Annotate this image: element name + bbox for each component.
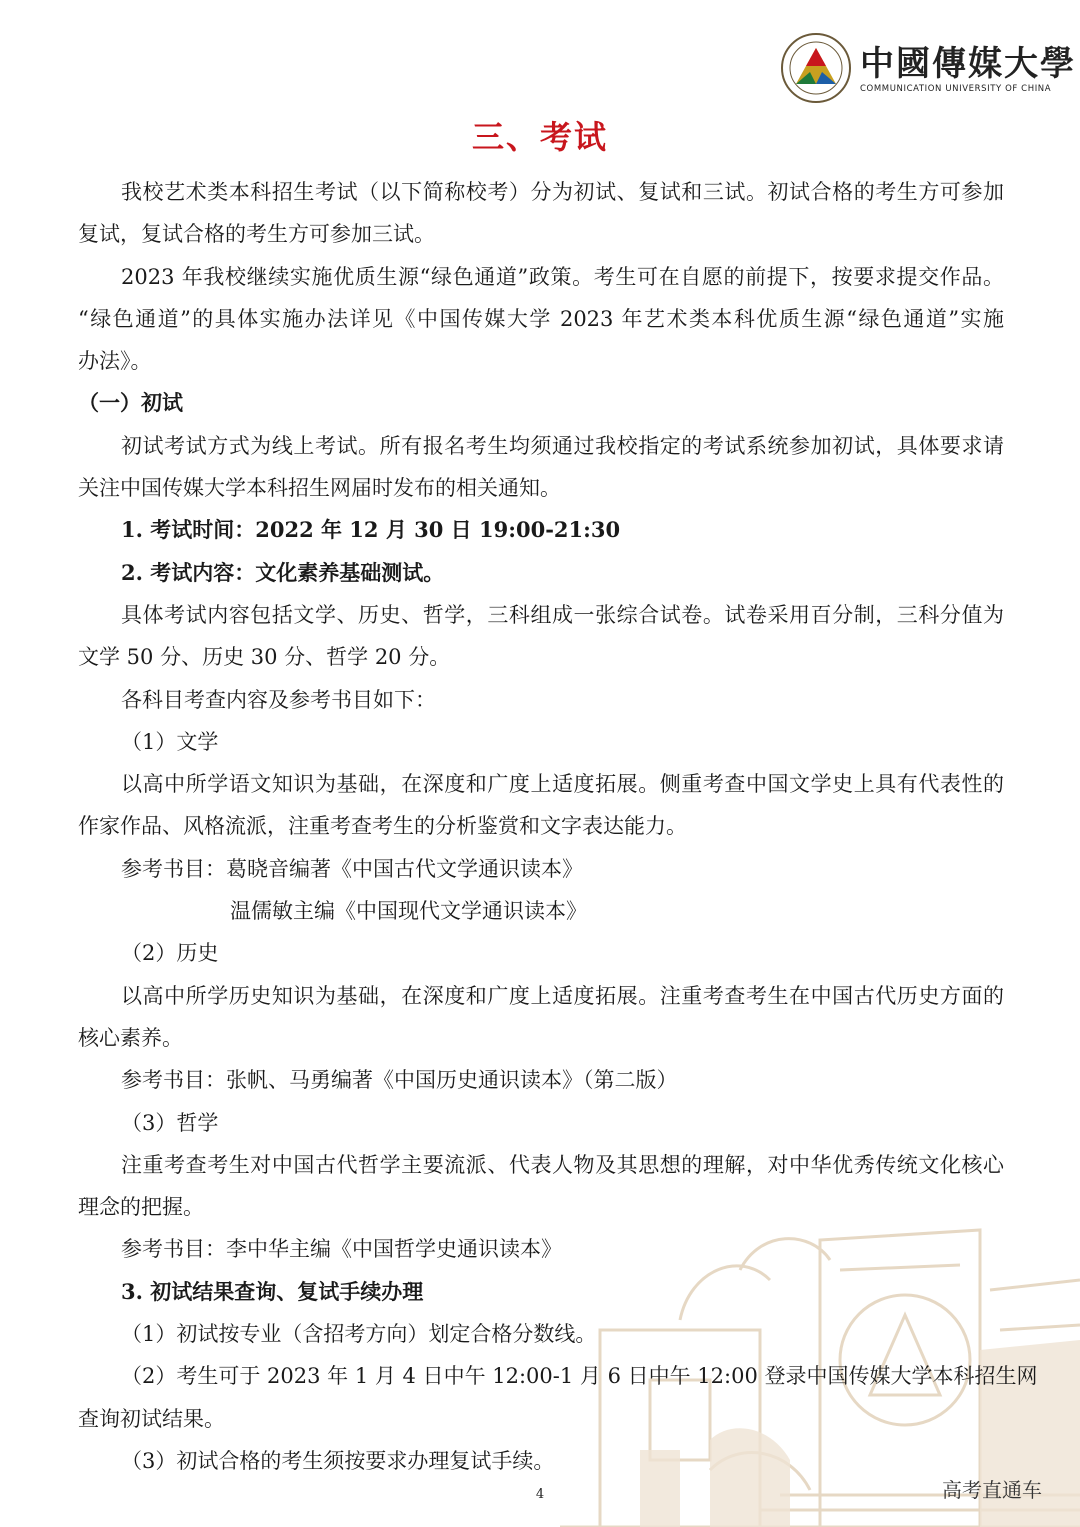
paragraph-line: 以高中所学历史知识为基础，在深度和广度上适度拓展。注重考查考生在中国古代历史方面的: [121, 983, 1004, 1008]
paragraph-line: 办法》。: [78, 349, 152, 374]
paragraph-line: （1）初试按专业（含招考方向）划定合格分数线。: [121, 1322, 597, 1347]
paragraph-line: “绿色通道”的具体实施办法详见《中国传媒大学 2023 年艺术类本科优质生源“绿色通道”实施: [78, 306, 1004, 331]
item-heading: 2. 考试内容：文化素养基础测试。: [121, 559, 445, 585]
paragraph-line: 2023 年我校继续实施优质生源“绿色通道”政策。考生可在自愿的前提下，按要求提交作品。: [121, 264, 1004, 289]
reference-line: 参考书目：张帆、马勇编著《中国历史通识读本》（第二版）: [121, 1068, 678, 1093]
paragraph-line: 理念的把握。: [78, 1195, 204, 1220]
paragraph-line: （2）考生可于 2023 年 1 月 4 日中午 12:00-1 月 6 日中午 12:00 登录中国传媒大学本科招生网: [121, 1364, 1038, 1389]
paragraph-line: 关注中国传媒大学本科招生网届时发布的相关通知。: [78, 476, 561, 501]
paragraph-line: 核心素养。: [78, 1025, 183, 1050]
subject-heading: （2）历史: [121, 941, 219, 966]
paragraph-line: 查询初试结果。: [78, 1406, 225, 1431]
logo-english-name: COMMUNICATION UNIVERSITY OF CHINA: [860, 84, 1052, 94]
paragraph-line: 初试考试方式为线上考试。所有报名考生均须通过我校指定的考试系统参加初试，具体要求请: [121, 433, 1004, 458]
logo-chinese-name: 中國傳媒大學: [860, 44, 1076, 84]
reference-line: 温儒敏主编《中国现代文学通识读本》: [230, 899, 587, 924]
item-heading: 3. 初试结果查询、复试手续办理: [121, 1278, 424, 1304]
reference-line: 参考书目：李中华主编《中国哲学史通识读本》: [121, 1237, 562, 1262]
university-logo: [780, 32, 1076, 104]
page-number: 4: [535, 1487, 545, 1502]
university-emblem-icon: [780, 32, 852, 104]
subject-heading: （3）哲学: [121, 1110, 219, 1135]
subject-heading: （1）文学: [121, 729, 219, 754]
paragraph-line: 注重考查考生对中国古代哲学主要流派、代表人物及其思想的理解，对中华优秀传统文化核心: [121, 1152, 1004, 1177]
paragraph-line: （3）初试合格的考生须按要求办理复试手续。: [121, 1448, 555, 1473]
paragraph-line: 以高中所学语文知识为基础，在深度和广度上适度拓展。侧重考查中国文学史上具有代表性的: [121, 772, 1004, 797]
reference-line: 参考书目：葛晓音编著《中国古代文学通识读本》: [121, 856, 583, 881]
source-watermark: 高考直通车: [942, 1478, 1042, 1502]
paragraph-line: 我校艺术类本科招生考试（以下简称校考）分为初试、复试和三试。初试合格的考生方可参加: [121, 180, 1004, 204]
document-body: [78, 171, 1038, 1482]
subsection-heading: （一）初试: [78, 390, 183, 416]
section-title: 三、考试: [471, 118, 608, 156]
paragraph-line: 复试，复试合格的考生方可参加三试。: [78, 222, 435, 247]
item-heading: 1. 考试时间：2022 年 12 月 30 日 19:00-21:30: [121, 517, 621, 543]
paragraph-line: 文学 50 分、历史 30 分、哲学 20 分。: [78, 645, 451, 670]
paragraph-line: 具体考试内容包括文学、历史、哲学，三科组成一张综合试卷。试卷采用百分制，三科分值为: [121, 602, 1004, 627]
paragraph-line: 作家作品、风格流派，注重考查考生的分析鉴赏和文字表达能力。: [78, 814, 687, 839]
paragraph-line: 各科目考查内容及参考书目如下：: [121, 687, 436, 712]
